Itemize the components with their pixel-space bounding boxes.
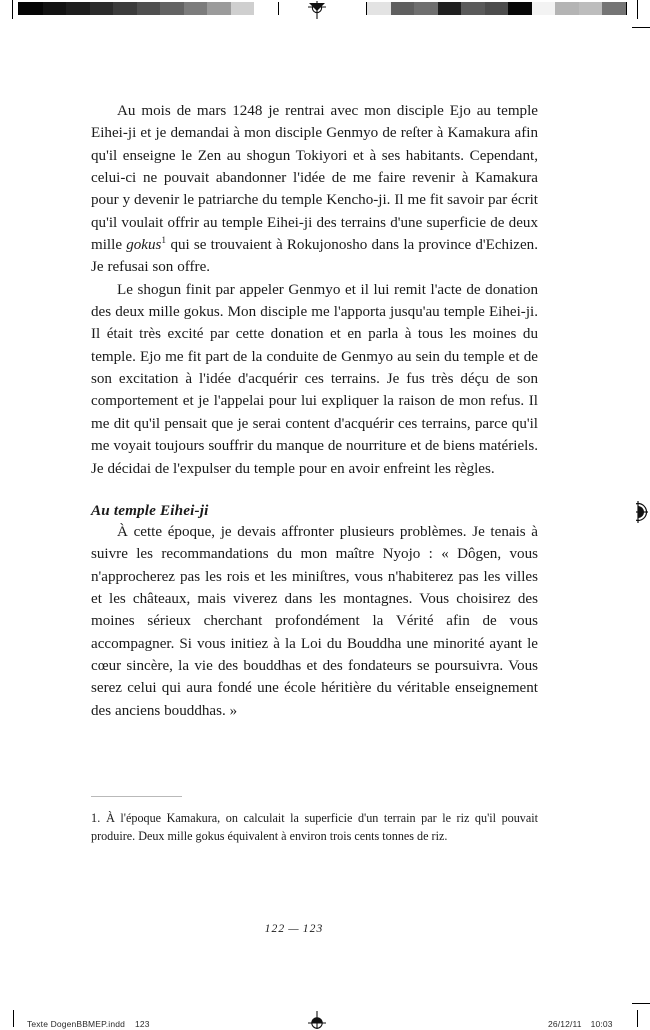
folio-dash: — <box>288 922 300 935</box>
registration-target-bottom-icon <box>306 1010 328 1030</box>
footnote-block <box>91 796 538 845</box>
trim-rule-bottom-right <box>632 1003 650 1004</box>
slug-time: 10:03 <box>590 1019 613 1029</box>
italic-term-gokus: gokus <box>126 237 162 254</box>
registration-target-right-icon <box>636 497 650 527</box>
footnote-number: 1. <box>91 811 101 825</box>
trim-tick-left <box>12 0 13 19</box>
slug-rule-left <box>13 1010 14 1027</box>
footnote-body-text: À l'époque Kamakura, on calculait la superficie d'un terrain par le riz qu'il pouvait produire. Deux mille gokus équivalent à environ trois cents tonnes de riz. <box>91 811 538 844</box>
slug-timestamp-group <box>548 1019 613 1029</box>
grayscale-patch-1 <box>391 2 415 15</box>
folio-right-number: 123 <box>302 922 324 935</box>
footnote-reference-marker[interactable]: 1 <box>161 236 167 247</box>
grayscale-patch-9 <box>231 2 255 15</box>
trim-tick-right <box>637 0 638 19</box>
grayscale-patch-6 <box>508 2 532 15</box>
slug-filename-group <box>27 1019 150 1029</box>
grayscale-patch-2 <box>414 2 438 15</box>
grayscale-patch-4 <box>113 2 137 15</box>
slug-date: 26/12/11 <box>548 1019 582 1029</box>
section-heading: Au temple Eihei-ji <box>91 501 209 519</box>
registration-target-icon <box>306 0 328 20</box>
grayscale-patch-5 <box>137 2 161 15</box>
grayscale-strip-right <box>366 2 627 15</box>
folio-left-number: 122 <box>264 922 286 935</box>
paragraph-third: À cette époque, je devais affronter plusieurs problèmes. Je tenais à suivre les recommandations du mon maître Nyojo : « Dôgen, vous n'approcherez pas les rois et les miniſtres, vous n'habiterez pas les villes et les châteaux, mais viverez dans les montagnes. Vous choisirez des moines sérieux cherchant profondément la Vérité afin de vous accompagner. Si vous initiez à la Loi du Bouddha une minorité ayant le cœur sincère, la vie des bouddhas et des fondateurs se poursuivra. Vous serez celui qui aura fondé une école héritière du véritable enseignement des anciens bouddhas. » <box>91 523 538 719</box>
slug-page-number: 123 <box>134 1019 150 1029</box>
grayscale-patch-6 <box>160 2 184 15</box>
slug-rule-right <box>637 1010 638 1027</box>
paragraph-first-text: Au mois de mars 1248 je rentrai avec mon disciple Ejo au temple Eihei-ji et je demandai à mon disciple Genmyo de reſter à Kamakura afin qu'il enseigne le Zen au shogun Tokiyori et à ses habitants. Cependant, celui-ci ne pouvait abandonner l'idée de me faire revenir à Kamakura pour y devenir le patriarche du temple Kencho-ji. Il me fit savoir par écrit qu'il voulait offrir au temple Eihei-ji des terrains d'une superficie de deux mille <box>91 103 538 254</box>
grayscale-patch-0 <box>367 2 391 15</box>
grayscale-patch-2 <box>66 2 90 15</box>
grayscale-patch-10 <box>254 2 278 15</box>
grayscale-patch-10 <box>602 2 626 15</box>
footnote-separator-rule <box>91 796 182 797</box>
grayscale-patch-8 <box>555 2 579 15</box>
grayscale-patch-3 <box>90 2 114 15</box>
folio-page-numbers <box>0 922 650 935</box>
slug-filename: Texte DogenBBMEP.indd <box>27 1019 125 1029</box>
grayscale-patch-7 <box>532 2 556 15</box>
grayscale-patch-5 <box>485 2 509 15</box>
grayscale-patch-1 <box>43 2 67 15</box>
grayscale-patch-4 <box>461 2 485 15</box>
paragraph-first-tail: qui se trouvaient à Rokujonosho dans la province d'Echizen. Je refusai son offre. <box>91 237 538 276</box>
grayscale-patch-0 <box>19 2 43 15</box>
trim-rule-top-right <box>632 27 650 28</box>
grayscale-patch-8 <box>207 2 231 15</box>
footnote-entry <box>91 809 538 845</box>
paragraph-first <box>91 100 538 279</box>
page-text-block <box>91 100 538 722</box>
grayscale-patch-3 <box>438 2 462 15</box>
paragraph-second: Le shogun finit par appeler Genmyo et il lui remit l'acte de donation des deux mille gokus. Mon disciple me l'apporta jusqu'au temple Eihei-ji. Il était très excité par cette donation et en parla à tous les moines du temple. Ejo me fit part de la conduite de Genmyo au sein du temple et de son excitation à l'idée d'acquérir ces terrains. Je fus très déçu de son comportement et je l'appelai pour lui expliquer la raison de mon refus. Il me dit qu'il pensait que je serai content d'acquérir ces terrains, parce qu'il me voyait toujours souffrir du manque de nourriture et de biens matériels. Je décidai de l'expulser du temple pour en avoir enfreint les règles. <box>91 281 538 477</box>
grayscale-patch-9 <box>579 2 603 15</box>
grayscale-strip-left <box>18 2 279 15</box>
grayscale-patch-7 <box>184 2 208 15</box>
